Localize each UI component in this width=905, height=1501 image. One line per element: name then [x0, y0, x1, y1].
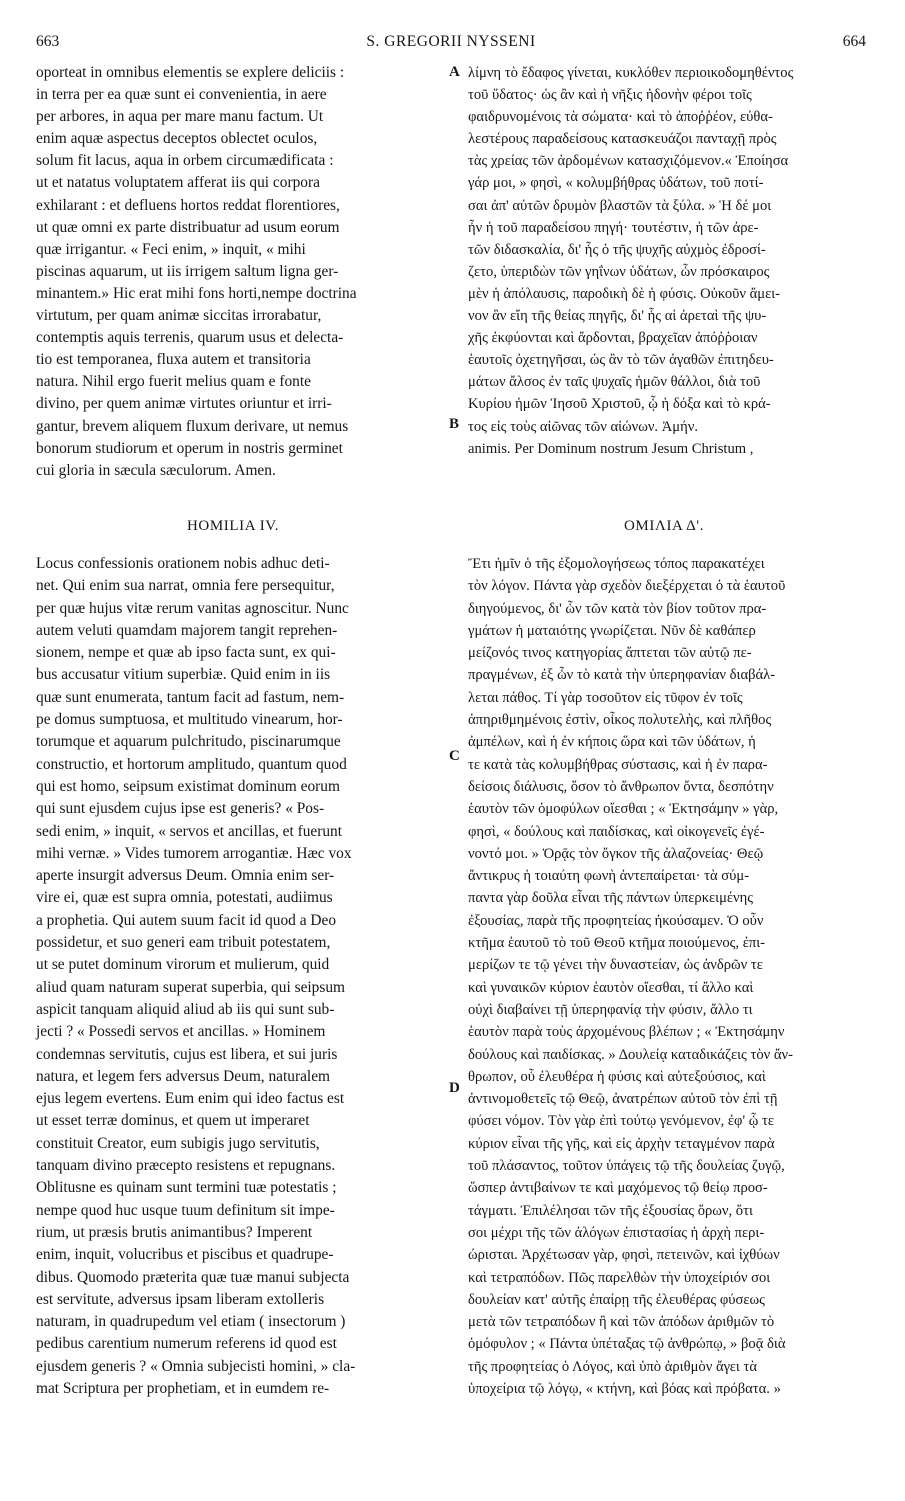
greek-homily-title: ΟΜΙΛΙΑ Δ'.	[624, 518, 705, 534]
running-title: S. GREGORII NYSSENI	[366, 33, 536, 50]
margin-letter-d: D	[449, 1080, 460, 1096]
latin-text-top: oporteat in omnibus elementis se explere deliciis : in terra per ea quæ sunt ei convenientia, in aere per arbores, in aqua per mare manu factum. Ut enim aquæ aspectus deceptos oblectet oculos, solum fit lacus, aqua in orbem circumædificata : ut et natatus voluptatem afferat iis qui corpora exhilarant : et defluens hortos reddat florentiores, ut quæ omni ex parte distribuatur ad usum eorum quæ irrigantur. « Feci enim, » inquit, « mihi piscinas aquarum, ut iis irrigem saltum ligna ger- minantem.» Hic erat mihi fons horti,nempe doctrina virtutum, per quam animæ siccitas irrorabatur, contemptis aquis terrenis, quarum usus et delecta- tio est temporanea, fluxa autem et transitoria natura. Nihil ergo fuerit melius quam e fonte divino, per quem animæ virtutes oriuntur et irri- gantur, brevem aliquem fluxum derivare, ut nemus bonorum studiorum et operum in nostris germinet cui gloria in sæcula sæculorum. Amen.	[36, 64, 357, 479]
margin-letter-a: A	[449, 64, 460, 80]
running-header	[36, 33, 866, 59]
page-number-right: 664	[842, 33, 866, 50]
margin-letter-b: B	[449, 416, 460, 432]
page-number-left: 663	[36, 33, 60, 50]
greek-text-bottom: Ἔτι ἡμῖν ὁ τῆς ἐξομολογήσεως τόπος παρακατέχει τὸν λόγον. Πάντα γὰρ σχεδὸν διεξέρχεται ὁ τὰ ἑαυτοῦ διηγούμενος, δι' ὧν τῶν κατὰ τὸν βίον τοῦτον πρα- γμάτων ἡ ματαιότης γνωρίζεται. Νῦν δὲ καθάπερ μείζονός τινος κατηγορίας ἅπτεται τῶν αὐτῷ πε- πραγμένων, ἐξ ὧν τὸ κατὰ τὴν ὑπερηφανίαν διαβάλ- λεται πάθος. Τί γὰρ τοσοῦτον εἰς τῦφον ἐν τοῖς ἀπηριθμημένοις ἐστὶν, οἶκος πολυτελὴς, καὶ πλῆθος ἀμπέλων, καὶ ἡ ἐν κήποις ὥρα καὶ τῶν ὑδάτων, ἡ τε κατὰ τὰς κολυμβήθρας σύστασις, καὶ ἡ ἐν παρα- δείσοις διάλυσις, ὅσον τὸ ἄνθρωπον ὄντα, δεσπότην ἑαυτὸν τῶν ὁμοφύλων οἴεσθαι ; « Ἐκτησάμην » γὰρ, φησὶ, « δούλους καὶ παιδίσκας, καὶ οἰκογενεῖς ἐγέ- νοντό μοι. » Ὁρᾷς τὸν ὄγκον τῆς ἀλαζονείας· Θεῷ ἄντικρυς ἡ τοιαύτη φωνὴ ἀντεπαίρεται· τὰ σύμ- παντα γὰρ δοῦλα εἶναι τῆς πάντων ὑπερκειμένης ἐξουσίας, παρὰ τῆς προφητείας ἠκούσαμεν. Ὁ οὖν κτῆμα ἑαυτοῦ τὸ τοῦ Θεοῦ κτῆμα ποιούμενος, ἐπι- μερίζων τε τῷ γένει τὴν δυναστείαν, ὡς ἀνδρῶν τε καὶ γυναικῶν κύριον ἑαυτὸν οἴεσθαι, τί ἄλλο καὶ οὐχὶ διαβαίνει τῇ ὑπερηφανίᾳ τὴν φύσιν, ἄλλο τι ἑαυτὸν παρὰ τοὺς ἀρχομένους βλέπων ; « Ἐκτησάμην δούλους καὶ παιδίσκας. » Δουλείᾳ καταδικάζεις τὸν ἄν- θρωπον, οὗ ἐλευθέρα ἡ φύσις καὶ αὐτεξούσιος, καὶ ἀντινομοθετεῖς τῷ Θεῷ, ἀνατρέπων αὐτοῦ τὸν ἐπὶ τῇ φύσει νόμον. Τὸν γὰρ ἐπὶ τούτῳ γενόμενον, ἐφ' ᾧ τε κύριον εἶναι τῆς γῆς, καὶ εἰς ἀρχὴν τεταγμένον παρὰ τοῦ πλάσαντος, τοῦτον ὑπάγεις τῷ τῆς δουλείας ζυγῷ, ὥσπερ ἀντιβαίνων τε καὶ μαχόμενος τῷ θείῳ προσ- τάγματι. Ἐπιλέλησαι τῶν τῆς ἐξουσίας ὅρων, ὅτι σοι μέχρι τῆς τῶν ἀλόγων ἐπιστασίας ἡ ἀρχὴ περι- ώρισται. Ἀρχέτωσαν γὰρ, φησὶ, πετεινῶν, καὶ ἰχθύων καὶ τετραπόδων. Πῶς παρελθὼν τὴν ὑποχείριόν σοι δουλείαν κατ' αὐτῆς ἐπαίρῃ τῆς ἐλευθέρας φύσεως μετὰ τῶν τετραπόδων ἢ καὶ τῶν ἀπόδων ἀριθμῶν τὸ ὁμόφυλον ; « Πάντα ὑπέταξας τῷ ἀνθρώπῳ, » βοᾷ διὰ τῆς προφητείας ὁ Λόγος, καὶ ὑπὸ ἀριθμὸν ἄγει τὰ ὑποχείρια τῷ λόγῳ, « κτήνη, καὶ βόας καὶ πρόβατα. »	[468, 556, 793, 1397]
latin-homily-title: HOMILIA IV.	[187, 518, 280, 534]
greek-text-top: λίμνη τὸ ἔδαφος γίνεται, κυκλόθεν περιοικοδομηθέντος τοῦ ὕδατος· ὡς ἂν καὶ ἡ νῆξις ἡδονὴν φέροι τοῖς φαιδρυνομένοις τὰ σώματα· καὶ τὸ ἀποῤῥέον, εὐθα- λεστέρους παραδείσους κατασκευάζοι πανταχῇ πρὸς τὰς χρείας τῶν ἀρδομένων κατασχιζόμενον.« Ἐποίησα γάρ μοι, » φησὶ, « κολυμβήθρας ὑδάτων, τοῦ ποτί- σαι ἀπ' αὐτῶν δρυμὸν βλαστῶν τὰ ξύλα. » Ἡ δέ μοι ἦν ἡ τοῦ παραδείσου πηγή· τουτέστιν, ἡ τῶν ἀρε- τῶν διδασκαλία, δι' ἧς ὁ τῆς ψυχῆς αὐχμὸς ἐδροσί- ζετο, ὑπεριδὼν τῶν γηΐνων ὑδάτων, ὧν πρόσκαιρος μὲν ἡ ἀπόλαυσις, παροδικὴ δὲ ἡ φύσις. Οὐκοῦν ἄμει- νον ἂν εἴη τῆς θείας πηγῆς, δι' ἧς αἱ ἀρεταὶ τῆς ψυ- χῆς ἐκφύονται καὶ ἄρδονται, βραχεῖαν ἀπόῤῥοιαν ἑαυτοῖς ὀχετηγῆσαι, ὡς ἂν τὸ τῶν ἀγαθῶν ἐπιτηδευ- μάτων ἄλσος ἐν ταῖς ψυχαῖς ἡμῶν θάλλοι, διὰ τοῦ Κυρίου ἡμῶν Ἰησοῦ Χριστοῦ, ᾧ ἡ δόξα καὶ τὸ κρά- τος εἰς τοὺς αἰῶνας τῶν αἰώνων. Ἀμήν. animis. Per Dominum nostrum Jesum Christum ,	[468, 65, 794, 457]
latin-text-bottom: Locus confessionis orationem nobis adhuc deti- net. Qui enim sua narrat, omnia fere persequitur, per quæ hujus vitæ rerum vanitas agnoscitur. Nunc autem veluti quamdam majorem tangit reprehen- sionem, nempe et quæ ab ipso facta sunt, ex qui- bus accusatur vitium superbiæ. Quid enim in iis quæ sunt enumerata, tantum facit ad fastum, nem- pe domus sumptuosa, et multitudo vinearum, hor- torumque et aquarum pulchritudo, piscinarumque constructio, et hortorum amplitudo, quantum quod qui est homo, seipsum existimat dominum eorum qui sunt ejusdem cujus ipse est generis? « Pos- sedi enim, » inquit, « servos et ancillas, et fuerunt mihi vernæ. » Vides tumorem arrogantiæ. Hæc vox aperte insurgit adversus Deum. Omnia enim ser- vire ei, quæ est supra omnia, potestati, audiimus a prophetia. Qui autem suum facit id quod a Deo possidetur, et suo generi eam tribuit potestatem, ut se putet dominum virorum et mulierum, quid aliud quam naturam superat superbia, qui seipsum aspicit tanquam aliquid aliud ab iis qui sunt sub- jecti ? « Possedi servos et ancillas. » Hominem condemnas servitutis, cujus est libera, et sui juris natura, et legem fers adversus Deum, naturalem ejus legem evertens. Eum enim qui ideo factus est ut esset terræ dominus, et quem ut imperaret constituit Creator, eum subigis jugo servitutis, tanquam divino præcepto resistens et repugnans. Oblitusne es quinam sunt termini tuæ potestatis ; nempe quod huc usque tuum definitum sit impe- rium, ut præsis brutis animantibus? Imperent enim, inquit, volucribus et piscibus et quadrupe- dibus. Quomodo præterita quæ tuæ manui subjecta est servitute, adversus ipsam liberam extolleris naturam, in quadrupedum vel etiam ( insectorum ) pedibus carentium numerum referens id quod est ejusdem generis ? « Omnia subjecisti homini, » cla- mat Scriptura per prophetiam, et in eumdem re-	[36, 555, 356, 1397]
margin-letter-c: C	[449, 748, 460, 764]
